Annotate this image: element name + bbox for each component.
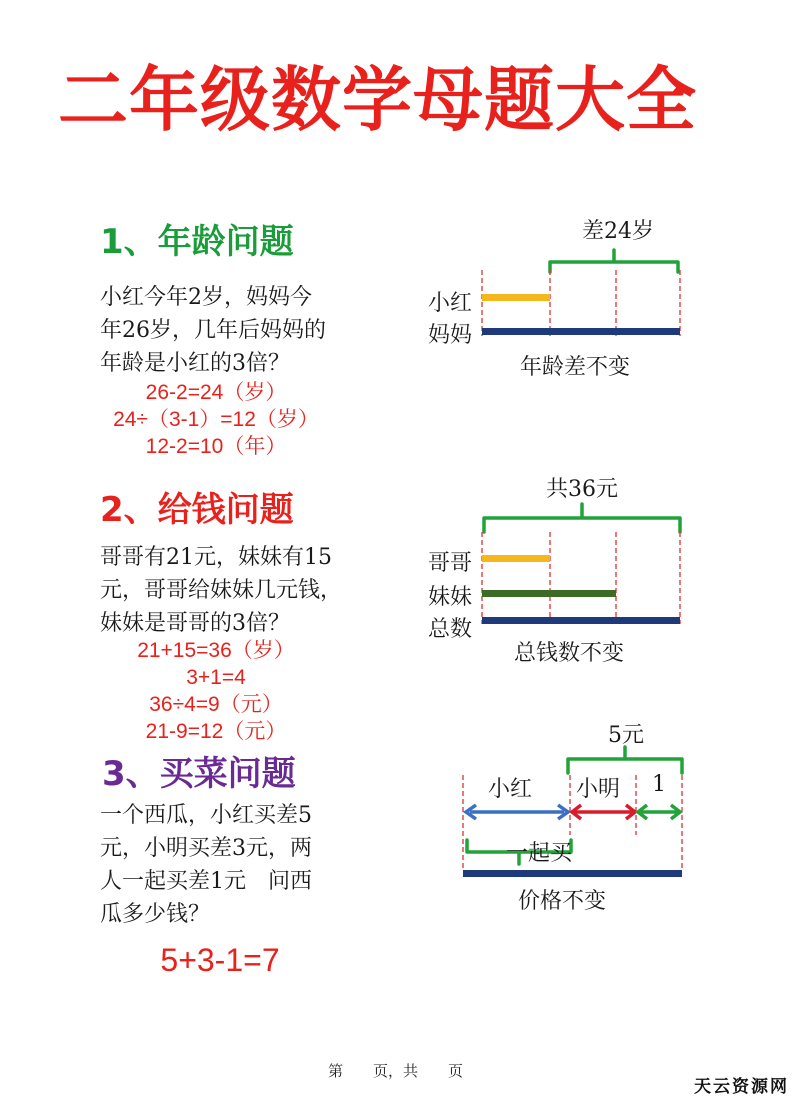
diagram-money xyxy=(482,504,680,624)
price-caption: 价格不变 xyxy=(518,889,607,914)
row-label-brother: 哥哥 xyxy=(428,551,473,576)
segment-label-one: 1 xyxy=(652,772,666,797)
five-yuan-label: 5元 xyxy=(608,723,644,748)
row-label-mother: 妈妈 xyxy=(428,323,473,348)
row-label-xiaohong: 小红 xyxy=(428,291,473,316)
problem-line: 一个西瓜，小红买差5 xyxy=(100,803,312,828)
difference-bracket xyxy=(550,250,678,272)
row-label-total: 总数 xyxy=(428,617,473,642)
solution-line: 3+1=4 xyxy=(186,666,246,689)
problem-line: 年龄是小红的3倍？ xyxy=(100,351,290,376)
xiaohong-bar xyxy=(482,294,550,301)
age-caption: 年龄差不变 xyxy=(520,355,631,380)
age-difference-label: 差24岁 xyxy=(582,219,654,244)
row-label-sister: 妹妹 xyxy=(428,585,473,610)
price-bar xyxy=(463,870,682,877)
problem-line: 人一起买差1元 问西 xyxy=(100,869,312,894)
brother-bar xyxy=(482,555,550,562)
total-bar xyxy=(482,617,680,624)
together-label: 一起买 xyxy=(506,841,573,866)
segment-label-xiaohong: 小红 xyxy=(488,777,533,802)
problem-line: 小红今年2岁，妈妈今 xyxy=(100,285,312,310)
solution-line: 21-9=12（元） xyxy=(145,720,287,743)
section-1-heading: 1、年龄问题 xyxy=(100,222,294,262)
solution-line: 26-2=24（岁） xyxy=(145,381,287,404)
segment-label-xiaoming: 小明 xyxy=(576,777,621,802)
problem-line: 元，小明买差3元，两 xyxy=(100,836,312,861)
solution-line: 24÷（3-1）=12（岁） xyxy=(113,408,319,431)
sister-bar xyxy=(482,590,616,597)
total-bracket xyxy=(484,504,680,532)
section-3-solution: 5+3-1=7 xyxy=(160,942,280,978)
mother-bar xyxy=(482,328,680,335)
problem-line: 元，哥哥给妹妹几元钱， xyxy=(100,578,343,603)
total-money-label: 共36元 xyxy=(546,477,618,502)
diagram-price xyxy=(463,747,682,877)
money-caption: 总钱数不变 xyxy=(514,641,625,666)
page-number: 第 页，共 页 xyxy=(328,1062,464,1080)
section-3-heading: 3、买菜问题 xyxy=(102,754,296,794)
watermark: 天云资源网 xyxy=(694,1077,789,1097)
solution-line: 12-2=10（年） xyxy=(145,435,287,458)
solution-line: 21+15=36（岁） xyxy=(137,639,295,662)
page-title: 二年级数学母题大全 xyxy=(58,59,697,141)
diagram-age xyxy=(482,250,680,336)
problem-line: 瓜多少钱？ xyxy=(100,902,211,927)
solution-line: 36÷4=9（元） xyxy=(149,693,283,716)
five-yuan-bracket xyxy=(568,747,682,773)
problem-line: 妹妹是哥哥的3倍？ xyxy=(100,611,290,636)
problem-line: 年26岁，几年后妈妈的 xyxy=(100,318,326,343)
section-2-heading: 2、给钱问题 xyxy=(100,490,294,530)
problem-line: 哥哥有21元，妹妹有15 xyxy=(100,545,332,570)
